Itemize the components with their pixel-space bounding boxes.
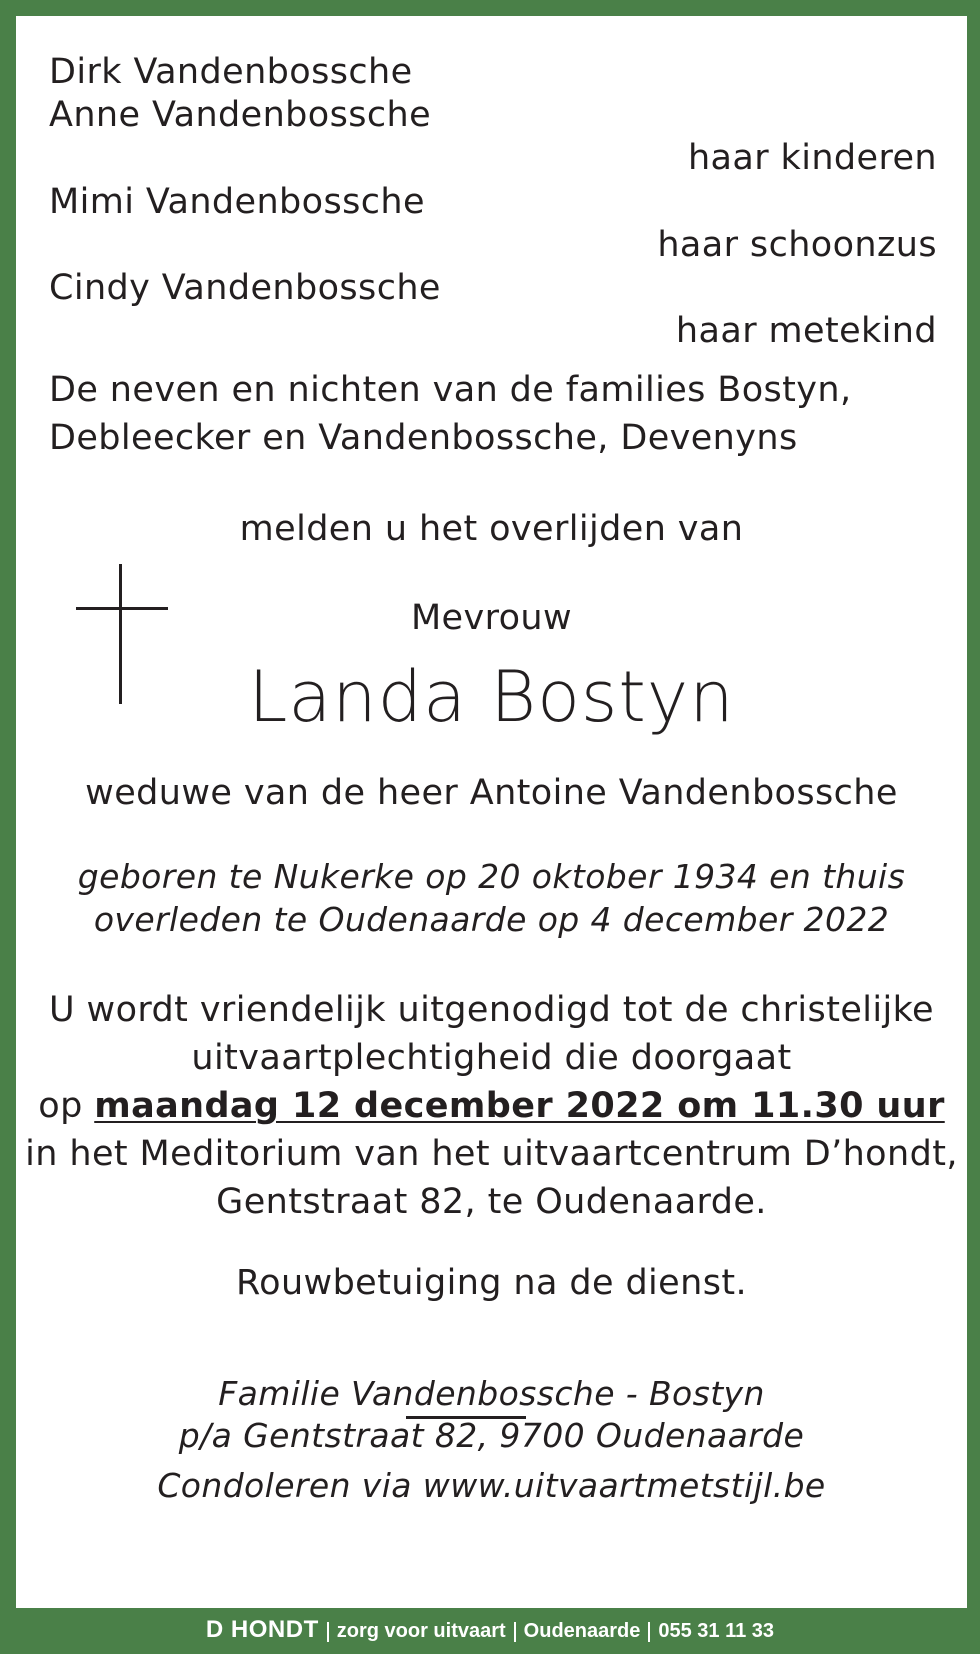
contact-online: Condoleren via www.uitvaartmetstijl.be [157,1466,826,1505]
footer-divider [648,1622,650,1642]
family-name-cindy: Cindy Vandenbossche [49,268,441,308]
footer-divider [514,1622,516,1642]
ceremony-line-2: uitvaartplechtigheid die doorgaat [191,1038,792,1078]
footer-city: Oudenaarde [523,1620,641,1642]
ceremony-address: Gentstraat 82, te Oudenaarde. [216,1182,767,1222]
ceremony-location: in het Meditorium van het uitvaartcentrum D’hondt, [25,1134,958,1174]
role-sister-in-law: haar schoonzus [657,225,937,265]
role-godchild: haar metekind [675,311,937,351]
obituary-card [16,16,967,1608]
ceremony-date-line [16,1086,967,1126]
deceased-title: Mevrouw [410,598,573,638]
footer-bar [0,1608,980,1654]
cousins-line-1: De neven en nichten van de families Bostyn, [49,370,852,410]
ceremony-line-1: U wordt vriendelijk uitgenodigd tot de christelijke [49,990,934,1030]
ceremony-op: op [38,1086,83,1126]
footer-tagline: zorg voor uitvaart [336,1620,506,1642]
cousins-line-2: Debleecker en Vandenbossche, Devenyns [49,418,798,458]
born-line: geboren te Nukerke op 20 oktober 1934 en thuis [77,857,906,896]
family-name-mimi: Mimi Vandenbossche [49,182,425,222]
widow-line: weduwe van de heer Antoine Vandenbossche [85,773,898,813]
ceremony-date: maandag 12 december 2022 om 11.30 uur [94,1086,945,1126]
footer-divider [327,1622,329,1642]
role-children: haar kinderen [687,138,937,178]
brand-logo: D HONDT [205,1616,319,1643]
condolence-note: Rouwbetuiging na de dienst. [236,1263,747,1303]
died-line: overleden te Oudenaarde op 4 december 2022 [93,900,890,939]
announcement-intro: melden u het overlijden van [239,509,744,549]
family-name-anne: Anne Vandenbossche [49,95,432,135]
contact-address: p/a Gentstraat 82, 9700 Oudenaarde [178,1416,805,1455]
family-name-dirk: Dirk Vandenbossche [49,52,413,92]
footer-phone: 055 31 11 33 [658,1620,775,1642]
deceased-name: Landa Bostyn [248,656,735,738]
contact-family: Familie Vandenbossche - Bostyn [218,1374,765,1413]
